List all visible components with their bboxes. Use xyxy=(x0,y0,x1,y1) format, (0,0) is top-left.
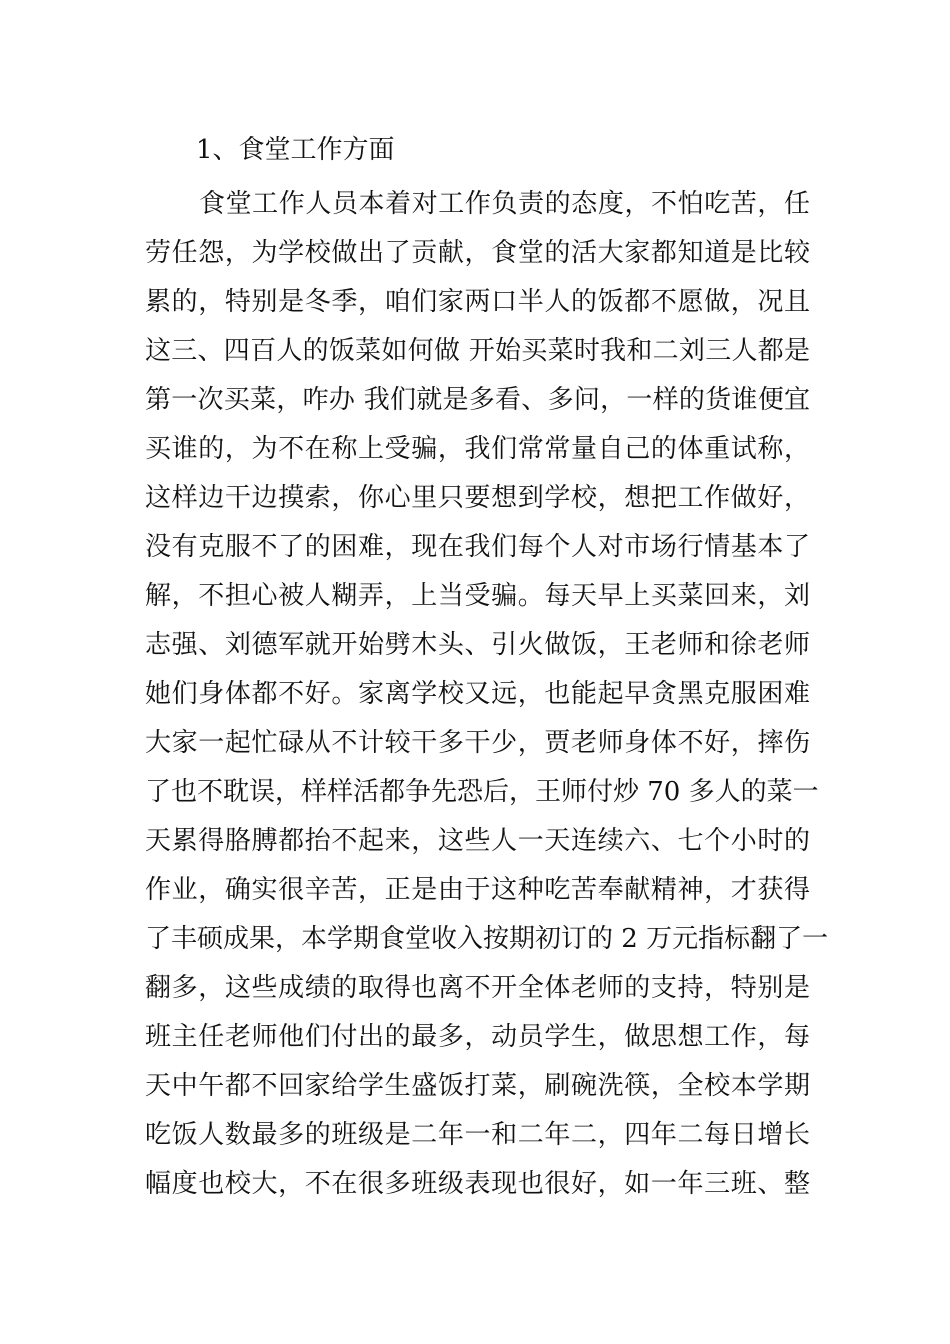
paragraph-line: 大家一起忙碌从不计较干多干少，贾老师身体不好，摔伤 xyxy=(145,728,810,758)
paragraph-line: 志强、刘德军就开始劈木头、引火做饭，王老师和徐老师 xyxy=(145,630,810,660)
paragraph-line: 翻多，这些成绩的取得也离不开全体老师的支持，特别是 xyxy=(145,973,810,1003)
paragraph-line: 她们身体都不好。家离学校又远，也能起早贪黑克服困难 xyxy=(145,679,810,709)
paragraph-line: 解，不担心被人糊弄，上当受骗。每天早上买菜回来，刘 xyxy=(145,581,810,611)
body-paragraph xyxy=(145,180,829,1209)
paragraph-line: 天中午都不回家给学生盛饭打菜，刷碗洗筷，全校本学期 xyxy=(145,1071,810,1101)
paragraph-line: 天累得胳膊都抬不起来，这些人一天连续六、七个小时的 xyxy=(145,826,810,856)
section-heading: 1、食堂工作方面 xyxy=(196,135,395,165)
paragraph-line: 买谁的，为不在称上受骗，我们常常量自己的体重试称， xyxy=(145,434,810,464)
paragraph-line: 作业，确实很辛苦，正是由于这种吃苦奉献精神，才获得 xyxy=(145,875,810,905)
paragraph-line: 了也不耽误，样样活都争先恐后，王师付炒 70 多人的菜一 xyxy=(145,777,819,807)
paragraph-line: 食堂工作人员本着对工作负责的态度，不怕吃苦，任 xyxy=(199,189,810,219)
paragraph-line: 第一次买菜，咋办 我们就是多看、多问，一样的货谁便宜 xyxy=(145,385,810,415)
paragraph-line: 吃饭人数最多的班级是二年一和二年二，四年二每日增长 xyxy=(145,1120,810,1150)
paragraph-line: 班主任老师他们付出的最多，动员学生，做思想工作，每 xyxy=(145,1022,810,1052)
paragraph-line: 了丰硕成果，本学期食堂收入按期初订的 2 万元指标翻了一 xyxy=(145,924,829,954)
paragraph-line: 这样边干边摸索，你心里只要想到学校，想把工作做好， xyxy=(145,483,810,513)
paragraph-line: 累的，特别是冬季，咱们家两口半人的饭都不愿做，况且 xyxy=(145,287,810,317)
paragraph-line: 这三、四百人的饭菜如何做 开始买菜时我和二刘三人都是 xyxy=(145,336,810,366)
paragraph-line: 没有克服不了的困难，现在我们每个人对市场行情基本了 xyxy=(145,532,810,562)
paragraph-line: 劳任怨，为学校做出了贡献，食堂的活大家都知道是比较 xyxy=(145,238,810,268)
paragraph-line: 幅度也校大，不在很多班级表现也很好，如一年三班、整 xyxy=(145,1169,810,1199)
